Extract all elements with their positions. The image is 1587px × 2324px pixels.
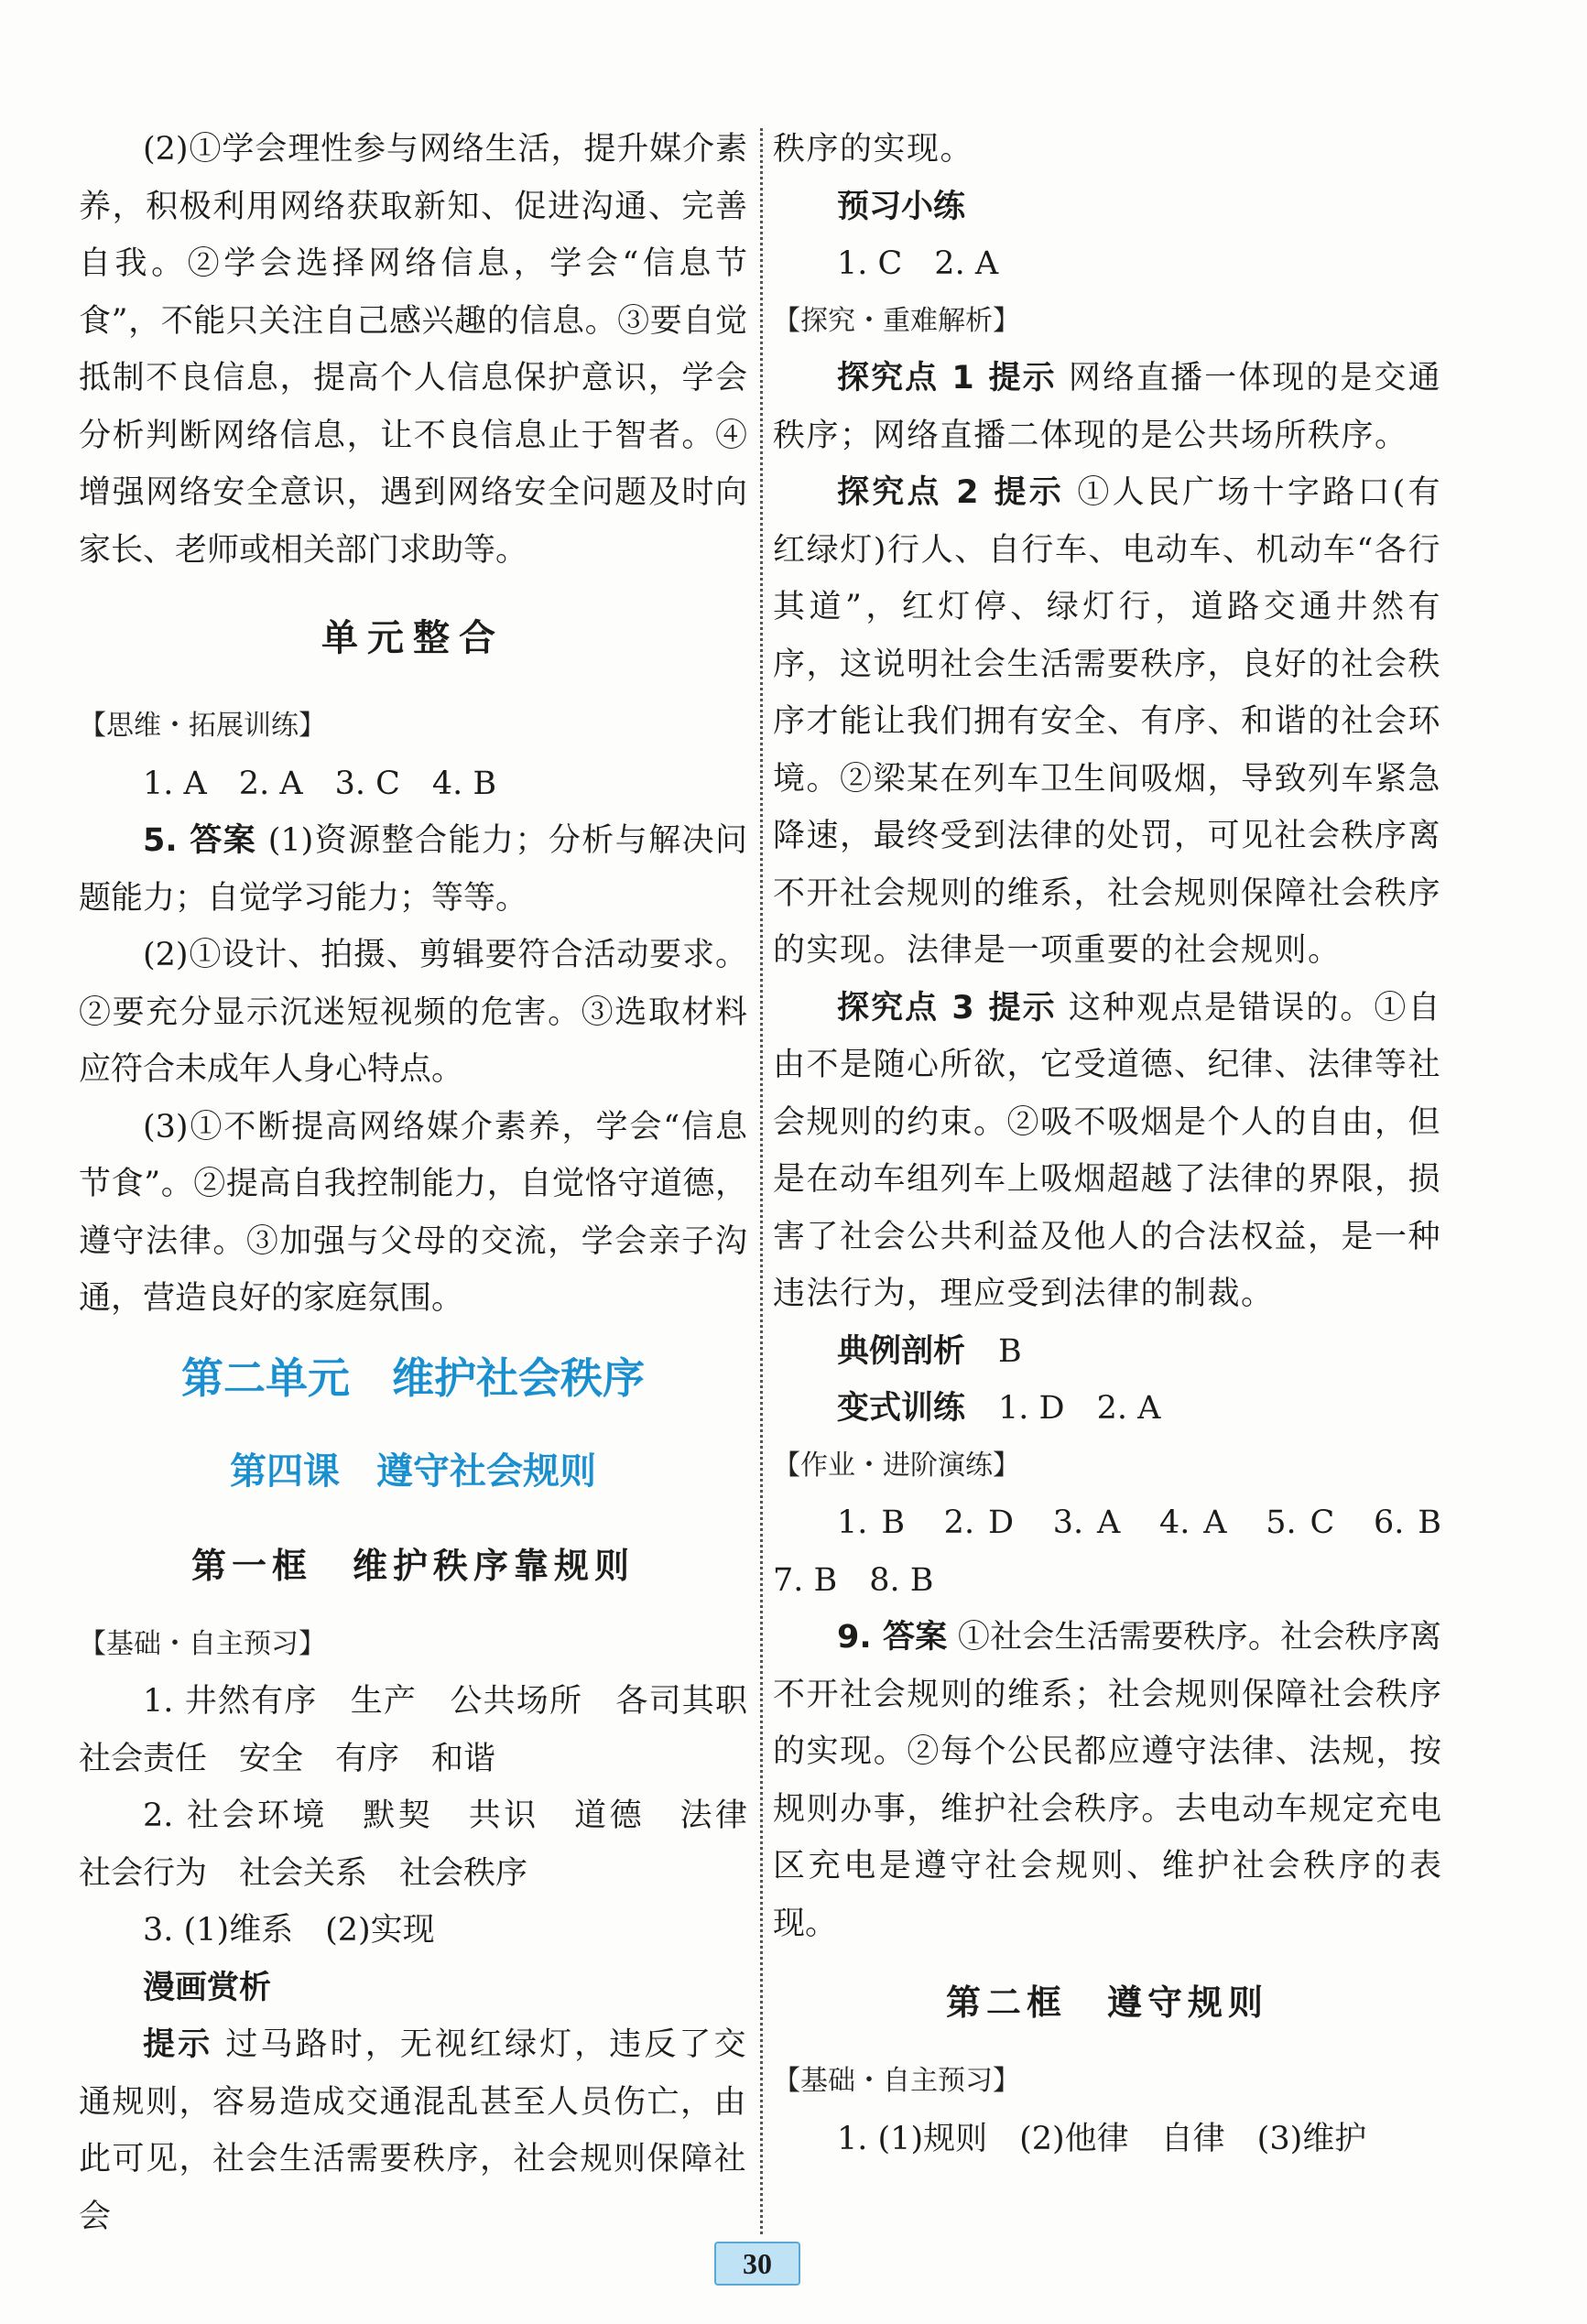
hint-label: 提示 [143,2026,213,2063]
section-tag-homework: 【作业・进阶演练】 [773,1449,1020,1482]
section-tag-basic: 【基础・自主预习】 [79,1627,326,1660]
answer-5-part-2: (2)①设计、拍摄、剪辑要符合活动要求。②要充分显示沉迷短视频的危害。③选取材料应符合未成年人身心特点。 [79,937,747,1088]
section-tag-thinking: 【思维・拓展训练】 [79,710,326,742]
answer-9 [773,1609,1441,1952]
explore-point-2 [773,464,1441,980]
preview-q1: 1. 井然有序 生产 公共场所 各司其职 社会责任 安全 有序 和谐 [79,1683,780,1777]
answer-5-part-1-text: (1)资源整合能力；分析与解决问题能力；自觉学习能力；等等。 [79,822,747,917]
homework-answers: 1. B 2. D 3. A 4. A 5. C 6. B 7. B 8. B [773,1504,1474,1599]
left-column [79,121,780,2245]
answer-9-text: ①社会生活需要秩序。社会秩序离不开社会规则的维系；社会规则保障社会秩序的实现。②每个公民都应遵守法律、法规，按规则办事，维护社会秩序。去电动车规定充电区充电是遵守社会规则、维护社会秩序的表现。 [773,1619,1441,1942]
left-paragraph-1: (2)①学会理性参与网络生活，提升媒介素养，积极利用网络获取新知、促进沟通、完善自我。②学会选择网络信息，学会“信息节食”，不能只关注自己感兴趣的信息。③要自觉抵制不良信息，提高个人信息保护意识，学会分析判断网络信息，让不良信息止于智者。④增强网络安全意识，遇到网络安全问题及时向家长、老师或相关部门求助等。 [79,131,747,569]
answers-1-4: 1. A 2. A 3. C 4. B [143,765,497,802]
cartoon-hint [79,2016,747,2245]
section-tag-basic-2: 【基础・自主预习】 [773,2065,1020,2097]
explore-point-2-text: ①人民广场十字路口(有红绿灯)行人、自行车、电动车、机动车“各行其道”，红灯停、绿灯行，道路交通井然有序，这说明社会生活需要秩序，良好的社会秩序才能让我们拥有安全、有序、和谐的社会环境。②梁某在列车卫生间吸烟，导致列车紧急降速，最终受到法律的处罚，可见社会秩序离不开社会规则的维系，社会规则保障社会秩序的实现。法律是一项重要的社会规则。 [773,474,1442,969]
example-label: 典例剖析 [837,1332,966,1370]
frame-2-title: 第二框 遵守规则 [945,1982,1268,2023]
answer-5-label: 5. 答案 [143,822,257,859]
right-column [773,121,1474,2167]
explore-point-3-text: 这种观点是错误的。①自由不是随心所欲，它受道德、纪律、法律等社会规则的约束。②吸不吸烟是个人的自由，但是在动车组列车上吸烟超越了法律的界限，损害了社会公共利益及他人的合法权益，是一种违法行为，理应受到法律的制裁。 [773,989,1442,1312]
preview-practice-answers: 1. C 2. A [837,245,999,282]
preview-q2: 2. 社会环境 默契 共识 道德 法律 社会行为 社会关系 社会秩序 [79,1797,780,1892]
answer-9-label: 9. 答案 [837,1619,948,1656]
cartoon-label: 漫画赏析 [143,1969,272,2006]
answer-5-part-3: (3)①不断提高网络媒介素养，学会“信息节食”。②提高自我控制能力，自觉恪守道德，遵守法律。③加强与父母的交流，学会亲子沟通，营造良好的家庭氛围。 [79,1108,747,1317]
example-answer: B [998,1332,1022,1370]
hint-text: 过马路时，无视红绿灯，违反了交通规则，容易造成交通混乱甚至人员伤亡，由此可见，社会生活需要秩序，社会规则保障社会 [79,2026,748,2235]
example-analysis [773,1323,1441,1381]
section-tag-explore: 【探究・重难解析】 [773,304,1020,337]
explore-point-1-label: 探究点 1 提示 [837,360,1057,396]
unit-summary-heading: 单元整合 [321,616,505,659]
preview-q3: 3. (1)维系 (2)实现 [143,1912,435,1949]
frame-2-preview-answers: 1. (1)规则 (2)他律 自律 (3)维护 [837,2120,1367,2157]
explore-point-3-label: 探究点 3 提示 [837,989,1057,1026]
explore-point-2-label: 探究点 2 提示 [837,474,1064,511]
explore-point-1 [773,350,1441,464]
page-number: 30 [714,2242,800,2286]
unit-2-title: 第二单元 维护社会秩序 [181,1352,645,1403]
continued-text: 秩序的实现。 [773,131,974,168]
variant-training [773,1380,1441,1438]
explore-point-1-text: 网络直播一体现的是交通秩序；网络直播二体现的是公共场所秩序。 [773,360,1441,454]
column-divider [760,128,763,2234]
variant-label: 变式训练 [837,1390,966,1427]
lesson-4-title: 第四课 遵守社会规则 [230,1450,596,1493]
explore-point-3 [773,980,1441,1323]
preview-practice-label: 预习小练 [837,188,966,225]
frame-1-title: 第一框 维护秩序靠规则 [190,1544,635,1586]
answer-5-part-1 [79,812,747,927]
variant-answers: 1. D 2. A [998,1390,1161,1427]
